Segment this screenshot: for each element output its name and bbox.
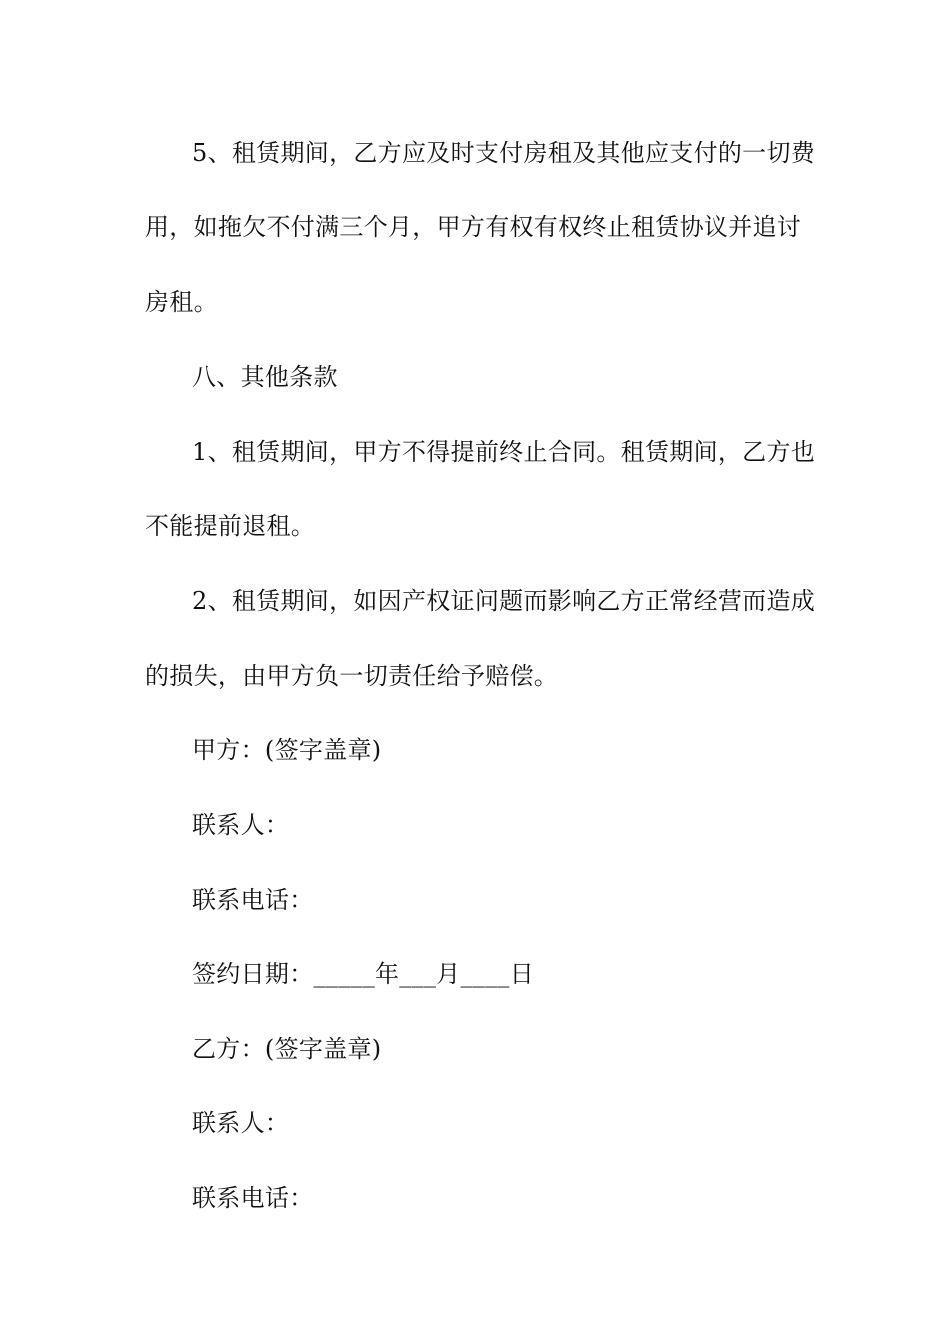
party-b-contact-phone: 联系电话： — [192, 1184, 314, 1212]
clause-5-line-1: 5、租赁期间，乙方应及时支付房租及其他应支付的一切费 — [192, 139, 816, 167]
party-b-signature: 乙方：(签字盖章) — [192, 1035, 382, 1063]
clause-2-line-2: 的损失，由甲方负一切责任给予赔偿。 — [145, 662, 559, 690]
party-b-contact-person: 联系人： — [192, 1109, 290, 1137]
signing-date: 签约日期：_____年___月____日 — [192, 960, 534, 988]
clause-2-line-1: 2、租赁期间，如因产权证问题而影响乙方正常经营而造成 — [192, 587, 816, 615]
party-a-signature: 甲方：(签字盖章) — [192, 736, 382, 764]
clause-1-line-2: 不能提前退租。 — [145, 512, 316, 540]
clause-5-line-2: 用，如拖欠不付满三个月，甲方有权有权终止租赁协议并追讨 — [145, 213, 802, 241]
party-a-contact-person: 联系人： — [192, 811, 290, 839]
section-heading-other-terms: 八、其他条款 — [192, 363, 338, 391]
clause-1-line-1: 1、租赁期间，甲方不得提前终止合同。租赁期间，乙方也 — [192, 438, 816, 466]
party-a-contact-phone: 联系电话： — [192, 886, 314, 914]
clause-5-line-3: 房租。 — [145, 288, 218, 316]
